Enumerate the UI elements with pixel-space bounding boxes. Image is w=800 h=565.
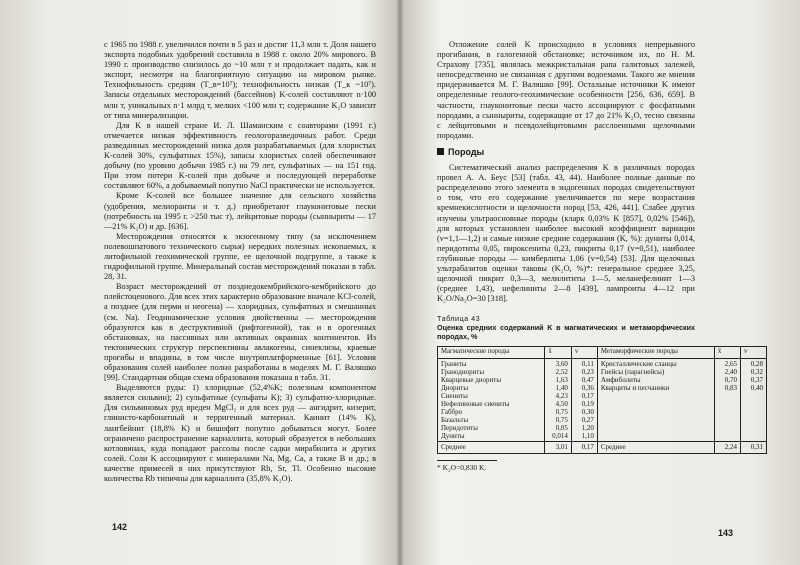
- rock-name: Кварциты и песчаники: [600, 383, 670, 392]
- value: 1,40: [555, 383, 568, 392]
- table-header-cell: x̄: [545, 347, 571, 358]
- value: 0,32: [750, 367, 763, 376]
- table-header-cell: x̄: [714, 347, 740, 358]
- value: 0,36: [581, 383, 594, 392]
- rock-name: Гранодиориты: [441, 367, 485, 376]
- paragraph: Месторождения относятся к экзогенному типу (за исключением полевошпатового технического сырья) нередких полезных ископаемых, к литофильной геохимической группе, ее щелочной подгруппе, а также к гидрофильной группе. Минеральный состав месторождений показан в табл. 28, 31.: [104, 231, 376, 282]
- value: 3,60: [555, 359, 568, 368]
- value: 1,63: [555, 375, 568, 384]
- rock-name: Кристаллические сланцы: [600, 359, 677, 368]
- rock-name: Габбро: [441, 408, 463, 417]
- rock-name: Сиениты: [441, 391, 468, 400]
- value: 2,52: [555, 367, 568, 376]
- value: 4,50: [555, 400, 568, 408]
- rock-name: Граниты: [441, 359, 467, 368]
- bullet-square-icon: [437, 148, 444, 155]
- table-header-cell: Метаморфические породы: [597, 347, 714, 358]
- table-label: Таблица 43: [437, 314, 481, 324]
- table-caption: Оценка средних содержаний K в магматических и метаморфических породах, %: [437, 323, 695, 341]
- rock-name: Кварцевые диориты: [441, 375, 502, 384]
- right-text-column: [437, 40, 763, 473]
- rock-name: Нефелиновые сиениты: [441, 400, 510, 408]
- left-text-column: [104, 40, 376, 484]
- average-label: Среднее: [438, 442, 545, 453]
- paragraph: Для K в нашей стране И. Л. Шаманским с соавторами (1991 г.) отмечается низкая эффективность геологоразведочных работ. Среди разведанных месторождений низка доля разрабатываемых (для хлористых K-солей 30%, сульфатных 15%), запасы хлористых солей обеспечивают добычу (по уровню добычи 1985 г.) на 79 лет, сульфатных — на 151 год. При этом потери K-солей при добыче и последующей переработке составляют 60%, а добываемый попутно NaCl практически не используется.: [104, 120, 376, 191]
- metamorphic-v-cell: [740, 358, 766, 442]
- average-metamorphic-v: 0,31: [740, 442, 766, 453]
- data-table: [437, 346, 767, 453]
- paragraph: с 1965 по 1988 г. увеличился почти в 5 раз и достиг 11,3 млн т. Доля нашего экспорта подобных удобрений составила в 1988 г. около 20% мирового. В 1990 г. производство снизилось до ~10 млн т и продолжает падать, как и экспорт, несмотря на благоприятную ситуацию на мировом рынке. Технофильность средняя (Т_в=10⁷); технофильность низкая (Т_к ~10⁷). Запасы отдельных месторождений (бассейнов) K-солей составляют n·100 млн т, уникальных n·1 млрд т, мелких <100 млн т; содержание K₂O зависит от типа минерализации.: [104, 40, 376, 120]
- rock-name: Диориты: [441, 383, 469, 392]
- rock-name: Базальты: [441, 416, 469, 425]
- rock-name: Амфиболиты: [600, 375, 641, 384]
- value: 1,10: [581, 432, 594, 441]
- paragraph: Отложение солей K происходило в условиях непрерывного прогибания, в галогенной обстановке; источником их, по Н. М. Страхову [735], являлась межкристальная рапа галитовых залежей, непосредственно не связанная с другими водоемами. Такого же мнения придерживается М. Г. Валяшко [99]. Остальные источники K имеют определенные геолого-геохимические особенности [256, 636, 659]. В частности, глауконитовые пески часто ассоциируют с фосфатными породами, а сынныриты, содержащие от 17 до 21% K₂O, тесно связаны с лейцитовыми и псевдолейцитовыми расслоенными щелочными породами.: [437, 40, 695, 140]
- value: 0,75: [555, 416, 568, 425]
- average-magmatic-x: 3,01: [545, 442, 571, 453]
- paragraph: Систематический анализ распределения K в различных породах провел А. А. Беус [53] (табл. 43, 44). Наиболее полные данные по распределению этого элемента в эндогенных породах свидетельствуют о том, что его содержание увеличивается по мере возрастания кремнекислотности и щелочности пород [53, 426, 441]. Слабее других изучены ультраосновные породы (кларк 0,03% K [857], 0,02% [546]), для которых установлен наиболее высокий коэффициент вариации (v=1,1—1,2) и самые низкие средние содержания (K, %): дуниты 0,014, перидотиты 0,05, пироксениты 0,23, пикриты 0,17 (v=0,51), наиболее глубинные породы — кимберлиты 1,06 (v=0,54) [53]. Для щелочных ультрабазитов оценки таковы (K₂O, %)*: генеральное среднее 3,25, щелочной пикрит 0,3—3, мелилититы 1—5, меланефелинит 1—3 (среднее 1,43), нефелиниты 2—8 [439], лампроиты 4—12 при K₂O/Na₂O=30 [318].: [437, 163, 695, 304]
- average-magmatic-v: 0,17: [571, 442, 597, 453]
- paragraph: Кроме K-солей все большее значение для сельского хозяйства (удобрения, мелиоранты и т. д.) приобретают глауконитовые пески (потребность на 1995 г. >250 тыс т), лейцитовые породы (сынныриты — 17—21% K₂O) и др. [636].: [104, 191, 376, 231]
- value: 0,17: [581, 391, 594, 400]
- footnote: * K₂O=0,830 K.: [437, 460, 497, 473]
- table-average-row: [438, 442, 767, 453]
- value: 0,11: [581, 359, 594, 368]
- section-heading-text: Породы: [448, 146, 485, 157]
- rock-name: Перидотиты: [441, 424, 478, 433]
- rock-name: Дуниты: [441, 432, 465, 441]
- magmatic-x-cell: [545, 358, 571, 442]
- table-header-cell: Магматические породы: [438, 347, 545, 358]
- average-label-metamorphic: Среднее: [597, 442, 714, 453]
- value: 2,65: [724, 359, 737, 368]
- magmatic-v-cell: [571, 358, 597, 442]
- paragraph: Возраст месторождений от позднедокембрийского-кембрийского до плейстоценового. Для всех этих характерно образование вначале KCl-солей, а позднее (для перми и неогена) — хлоридных, сульфатных и смешанных (см. Na). Геодинамические условия двойственны — месторождения образуются как в деструктивной (рифтогенной), так и в орогенных обстановках, на пассивных или активных окраинах континентов. Из тектонических структур перспективны авлакогены, синеклизы, краевые прогибы и впадины, в том числе внутриплатформенные [61]. Условия образования солей наиболее полно разработаны в моделях М. Г. Валяшко [99]. Стандартная общая схема образования показана в табл. 31.: [104, 282, 376, 383]
- magmatic-rocks-cell: [438, 358, 545, 442]
- section-heading: [437, 147, 695, 157]
- value: 0,40: [750, 383, 763, 392]
- table-header-cell: v: [740, 347, 766, 358]
- value: 4,23: [555, 391, 568, 400]
- value: 0,19: [581, 400, 594, 408]
- average-metamorphic-x: 2,24: [714, 442, 740, 453]
- value: 0,014: [552, 432, 568, 441]
- value: 0,05: [555, 424, 568, 433]
- value: 0,30: [581, 408, 594, 417]
- value: 0,47: [581, 375, 594, 384]
- paragraph: Выделяются руды: 1) хлоридные (52,4%K; полезным компонентом является сильвин); 2) сульфатные (сульфаты K); 3) сульфатно-хлоридные. Для сильвиновых руд вреден MgCl₂ и для всех руд — ангидрит, кизерит, глинисто-карбонатный и терригенный материал. Каинит (14% K), лангбейнит (18,8% K) и бишофит попутно добываться могут. Более ограничено распространение карналлита, который образуется в небольших котловинах, куда попадают рассолы после садки мирабилита и других солей. Соли K ассоциируют с минералами Na, Mg, Ca, а также B и др.; в качестве примесей в них присутствуют Rb, Sr, Tl. Особенно высокие количества Rb типичны для карналлита (35,8% K₂O).: [104, 383, 376, 484]
- value: 2,40: [724, 367, 737, 376]
- rock-name: Гнейсы (парагнейсы): [600, 367, 665, 376]
- value: 0,27: [581, 416, 594, 425]
- table-row: [438, 358, 767, 442]
- table-header-cell: v: [571, 347, 597, 358]
- value: 0,23: [581, 367, 594, 376]
- right-page-number: 143: [718, 528, 734, 538]
- metamorphic-x-cell: [714, 358, 740, 442]
- value: 0,28: [750, 359, 763, 368]
- value: 0,37: [750, 375, 763, 384]
- table-header-row: [438, 347, 767, 358]
- value: 0,75: [555, 408, 568, 417]
- value: 0,83: [724, 383, 737, 392]
- metamorphic-rocks-cell: [597, 358, 714, 442]
- value: 0,70: [724, 375, 737, 384]
- value: 1,20: [581, 424, 594, 433]
- left-page-number: 142: [112, 522, 128, 532]
